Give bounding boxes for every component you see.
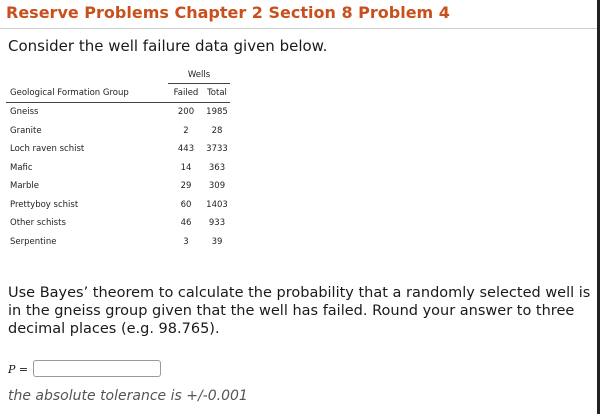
total-count: 1985 <box>206 107 228 118</box>
column-header-formation: Geological Formation Group <box>6 84 168 103</box>
table-row <box>6 196 230 215</box>
table-row <box>6 159 230 178</box>
header-divider <box>0 28 600 29</box>
formation-name: Serpentine <box>10 236 57 247</box>
total-count: 309 <box>208 181 226 192</box>
failed-count: 60 <box>180 199 192 210</box>
table-row <box>6 140 230 159</box>
table-column-header-row <box>6 84 230 103</box>
answer-input[interactable] <box>33 360 161 377</box>
answer-label: P = <box>8 363 29 376</box>
failed-count: 2 <box>183 125 189 136</box>
failed-count: 3 <box>183 236 189 247</box>
total-count: 39 <box>211 236 223 247</box>
failed-count: 200 <box>177 107 195 118</box>
tolerance-note: the absolute tolerance is +/-0.001 <box>8 388 248 404</box>
formation-name: Gneiss <box>10 107 39 118</box>
total-count: 3733 <box>206 144 228 155</box>
table-row <box>6 177 230 196</box>
formation-name: Loch raven schist <box>10 144 85 155</box>
table-row <box>6 122 230 141</box>
total-count: 933 <box>208 218 226 229</box>
failed-count: 14 <box>180 162 192 173</box>
formation-name: Marble <box>10 181 40 192</box>
failed-count: 46 <box>180 218 192 229</box>
intro-text: Consider the well failure data given below. <box>8 37 328 55</box>
question-text: Use Bayes’ theorem to calculate the probability that a randomly selected well is in the gneiss group given that the well has failed. Round your answer to three decimal places (e.g. 98.765). <box>8 285 591 337</box>
table-row <box>6 214 230 233</box>
wells-group-header: Wells <box>168 64 230 84</box>
column-header-failed: Failed <box>168 84 204 103</box>
well-failure-table <box>6 64 230 251</box>
failed-count: 29 <box>180 181 192 192</box>
failed-count: 443 <box>177 144 195 155</box>
formation-name: Prettyboy schist <box>10 199 79 210</box>
table-row <box>6 103 230 122</box>
total-count: 28 <box>211 125 223 136</box>
formation-name: Mafic <box>10 162 33 173</box>
total-count: 363 <box>208 162 226 173</box>
table-group-header-row <box>6 64 230 84</box>
problem-title: Reserve Problems Chapter 2 Section 8 Problem 4 <box>6 3 450 22</box>
formation-name: Other schists <box>10 218 66 229</box>
formation-name: Granite <box>10 125 42 136</box>
table-row <box>6 233 230 252</box>
total-count: 1403 <box>206 199 228 210</box>
column-header-total: Total <box>204 84 230 103</box>
